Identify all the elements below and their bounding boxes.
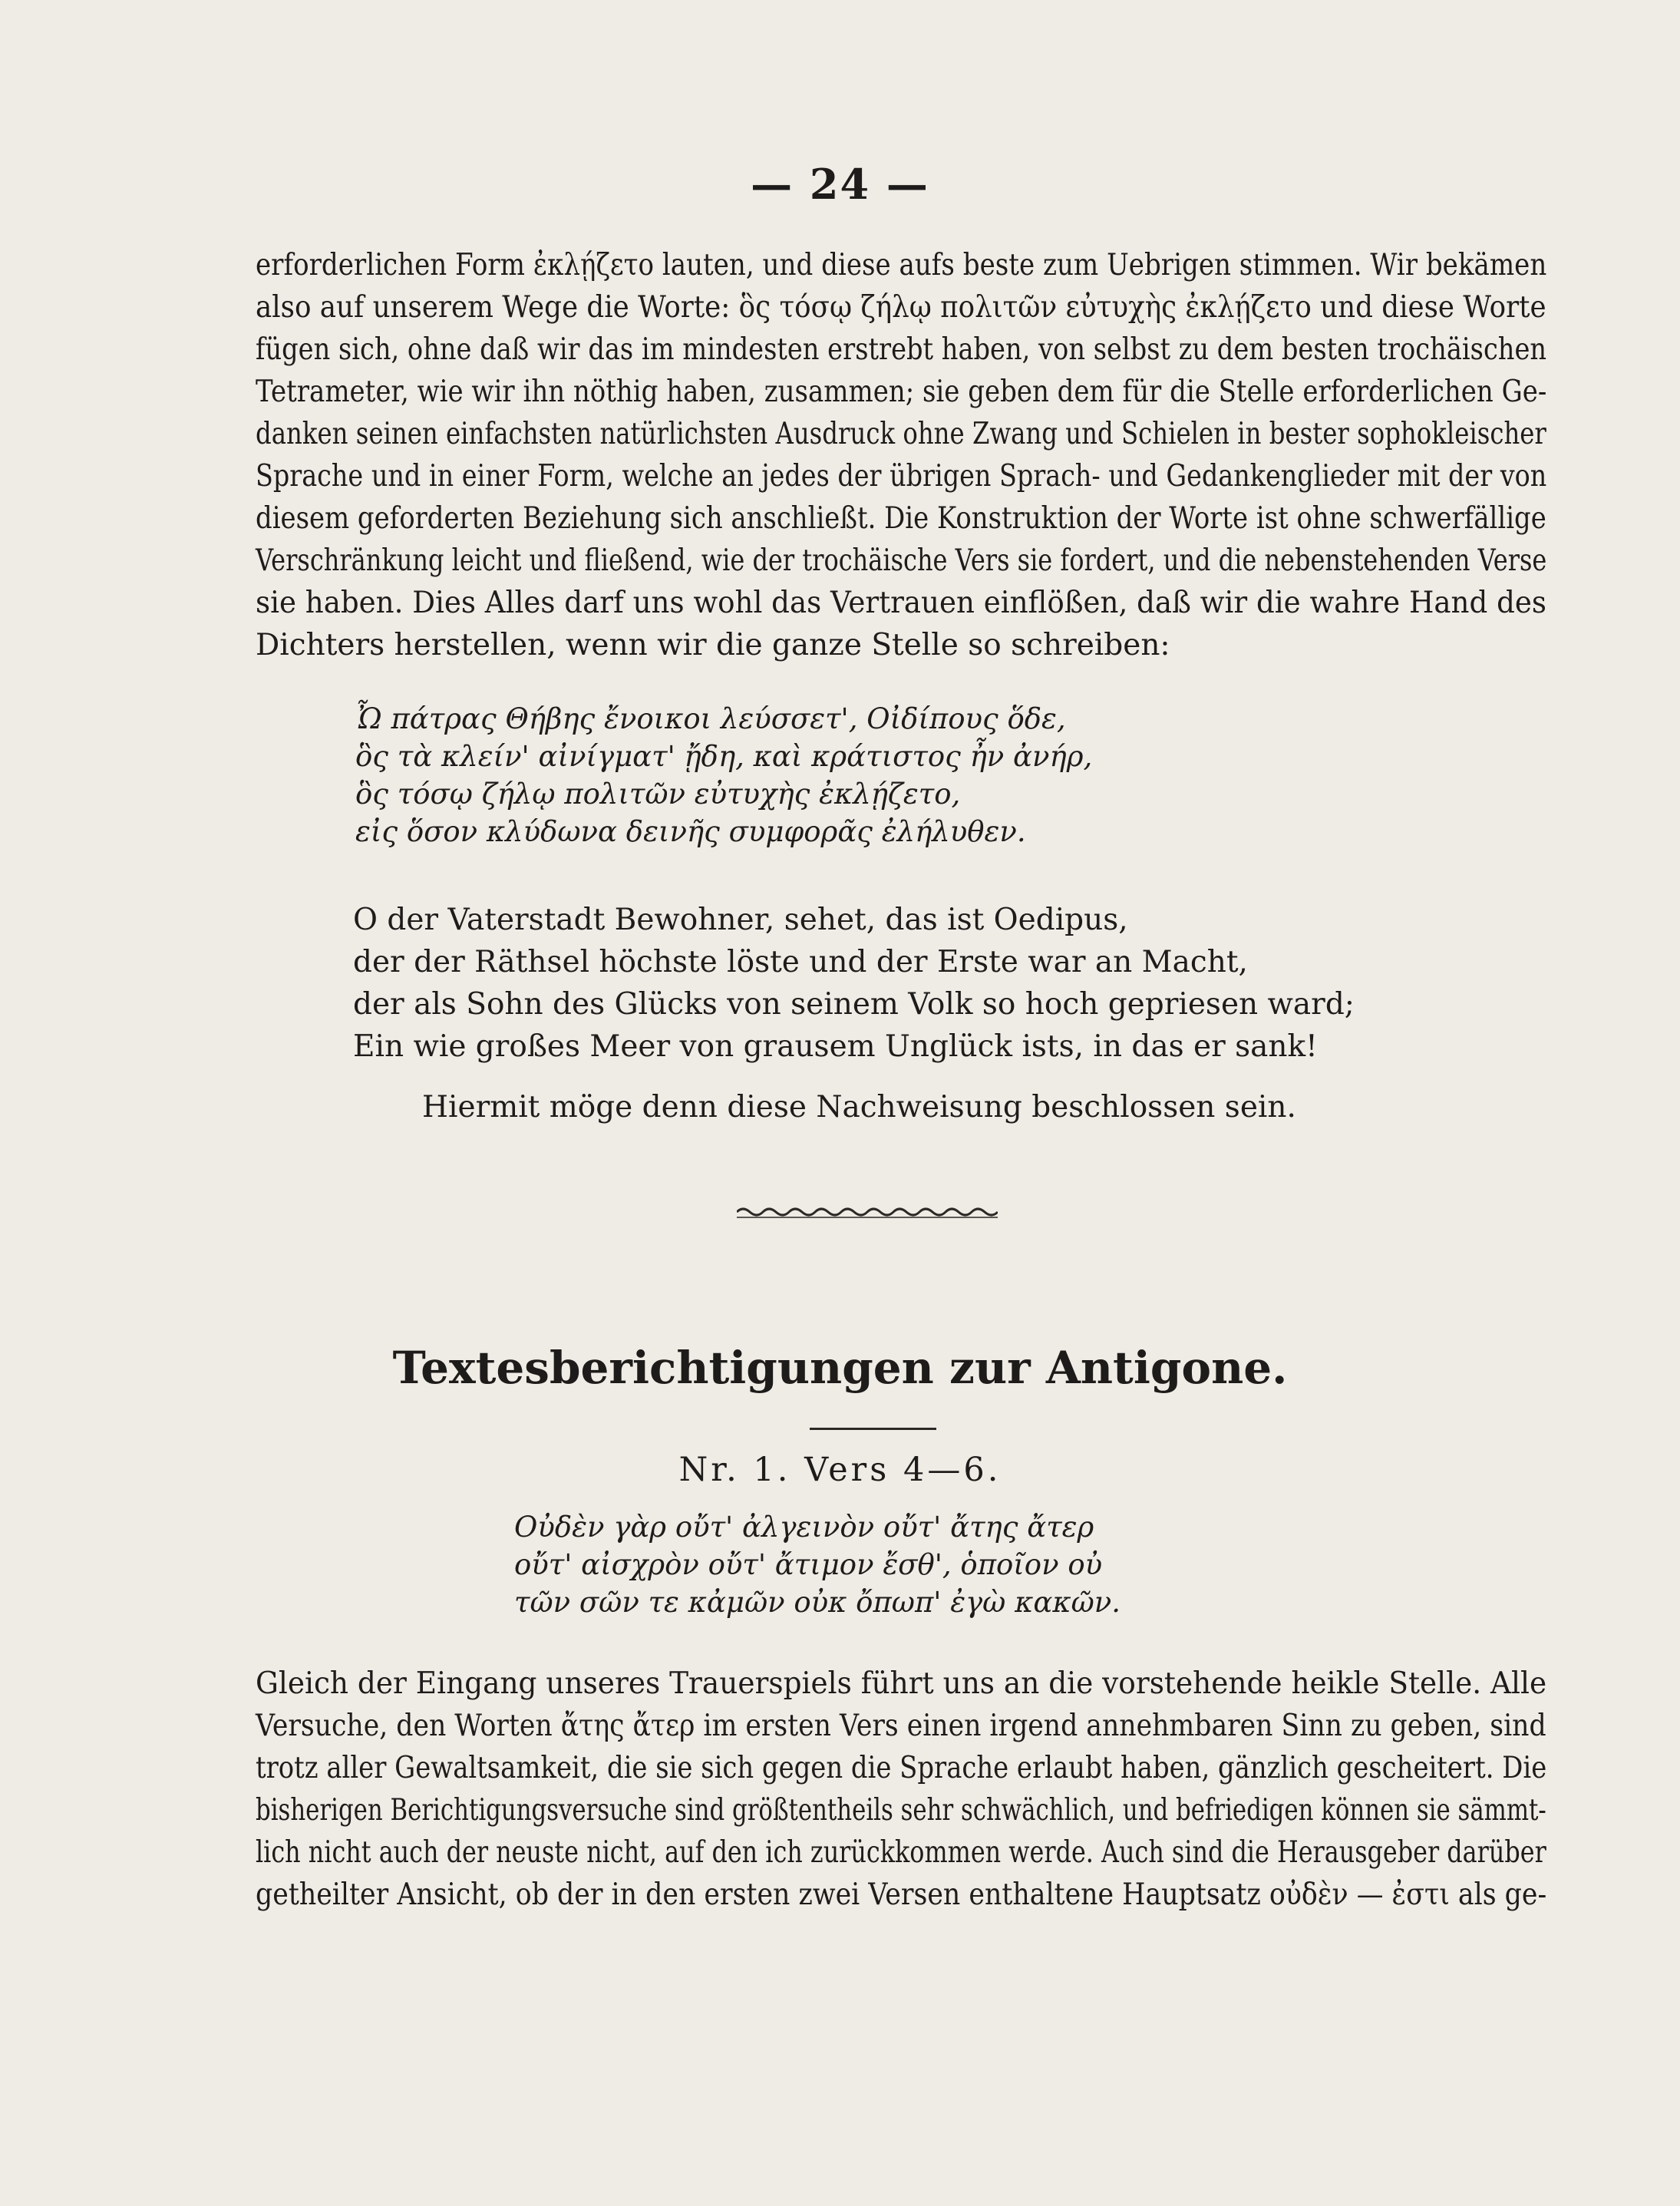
text-line: getheilter Ansicht, ob der in den ersten zwei Versen enthaltene Hauptsatz οὐδὲν — ἐστι als ge- — [256, 1877, 1547, 1912]
text-line: bisherigen Berichtigungsversuche sind größtentheils sehr schwächlich, und befriedigen können sie sämmt- — [256, 1793, 1546, 1828]
text-line: Verschränkung leicht und fließend, wie der trochäische Vers sie fordert, und die nebenstehenden Verse — [256, 543, 1547, 578]
text-line: also auf unserem Wege die Worte: ὃς τόσῳ ζήλῳ πολιτῶν εὐτυχὴς ἐκλῄζετο und diese Worte — [256, 290, 1546, 325]
text-line: Sprache und in einer Form, welche an jedes der übrigen Sprach- und Gedankenglieder mit der von — [256, 459, 1547, 494]
text-line: fügen sich, ohne daß wir das im mindesten erstrebt haben, von selbst zu dem besten trochäischen — [256, 332, 1547, 367]
verse-line: O der Vaterstadt Bewohner, sehet, das ist Oedipus, — [353, 903, 1128, 937]
text-line: sie haben. Dies Alles darf uns wohl das Vertrauen einflößen, daß wir die wahre Hand des — [256, 586, 1546, 620]
text-line: trotz aller Gewaltsamkeit, die sie sich gegen die Sprache erlaubt haben, gänzlich gescheitert. Die — [256, 1751, 1547, 1785]
page-number: — 24 — — [751, 160, 929, 209]
text-line: danken seinen einfachsten natürlichsten Ausdruck ohne Zwang und Schielen in bester sophokleischer — [256, 417, 1546, 451]
verse-line: τῶν σῶν τε κἀμῶν οὐκ ὄπωπ' ἐγὼ κακῶν. — [514, 1586, 1121, 1619]
verse-line: Ὦ πάτρας Θήβης ἔνοικοι λεύσσετ', Οἰδίπους ὅδε, — [355, 702, 1066, 735]
text-line: erforderlichen Form ἐκλῄζετο lauten, und diese aufs beste zum Uebrigen stimmen. Wir bekämen — [256, 248, 1547, 282]
verse-line: ὃς τόσῳ ζήλῳ πολιτῶν εὐτυχὴς ἐκλῄζετο, — [355, 778, 961, 811]
text-line: diesem geforderten Beziehung sich anschließt. Die Konstruktion der Worte ist ohne schwerfällige — [256, 501, 1546, 536]
verse-line: Οὐδὲν γὰρ οὔτ' ἀλγεινὸν οὔτ' ἄτης ἄτερ — [514, 1511, 1094, 1544]
section-title: Textesberichtigungen zur Antigone. — [392, 1342, 1288, 1394]
verse-line: ὃς τὰ κλείν' αἰνίγματ' ᾔδη, καὶ κράτιστος ἦν ἀνήρ, — [355, 740, 1093, 773]
paragraph-1 — [256, 244, 1546, 666]
concluding-sentence: Hiermit möge denn diese Nachweisung beschlossen sein. — [422, 1090, 1296, 1124]
text-line: Tetrameter, wie wir ihn nöthig haben, zusammen; sie geben dem für die Stelle erforderlichen Ge- — [256, 375, 1547, 409]
verse-line: εἰς ὅσον κλύδωνα δεινῆς συμφορᾶς ἐλήλυθεν. — [355, 815, 1026, 848]
text-line: Dichters herstellen, wenn wir die ganze Stelle so schreiben: — [256, 628, 1170, 662]
title-underline — [810, 1428, 936, 1430]
wavy-divider — [737, 1203, 998, 1221]
text-line: Versuche, den Worten ἄτης ἄτερ im ersten Vers einen irgend annehmbaren Sinn zu geben, sind — [256, 1709, 1546, 1743]
verse-line: Ein wie großes Meer von grausem Unglück ists, in das er sank! — [353, 1029, 1318, 1064]
text-line: lich nicht auch der neuste nicht, auf den ich zurückkommen werde. Auch sind die Herausgeber darüber — [256, 1835, 1546, 1870]
paragraph-2 — [256, 1663, 1546, 1916]
text-line: Gleich der Eingang unseres Trauerspiels führt uns an die vorstehende heikle Stelle. Alle — [256, 1666, 1547, 1701]
antigone-verse-quote — [514, 1508, 1121, 1621]
verse-line: der der Räthsel höchste löste und der Erste war an Macht, — [353, 945, 1248, 979]
verse-line: οὔτ' αἰσχρὸν οὔτ' ἄτιμον ἔσθ', ὁποῖον οὐ — [514, 1548, 1103, 1581]
german-translation-verse — [353, 899, 1355, 1068]
verse-line: der als Sohn des Glücks von seinem Volk so hoch gepriesen ward; — [353, 987, 1355, 1022]
verse-reference-heading: Nr. 1. Vers 4—6. — [678, 1451, 1002, 1489]
greek-verse-quote — [355, 700, 1092, 850]
